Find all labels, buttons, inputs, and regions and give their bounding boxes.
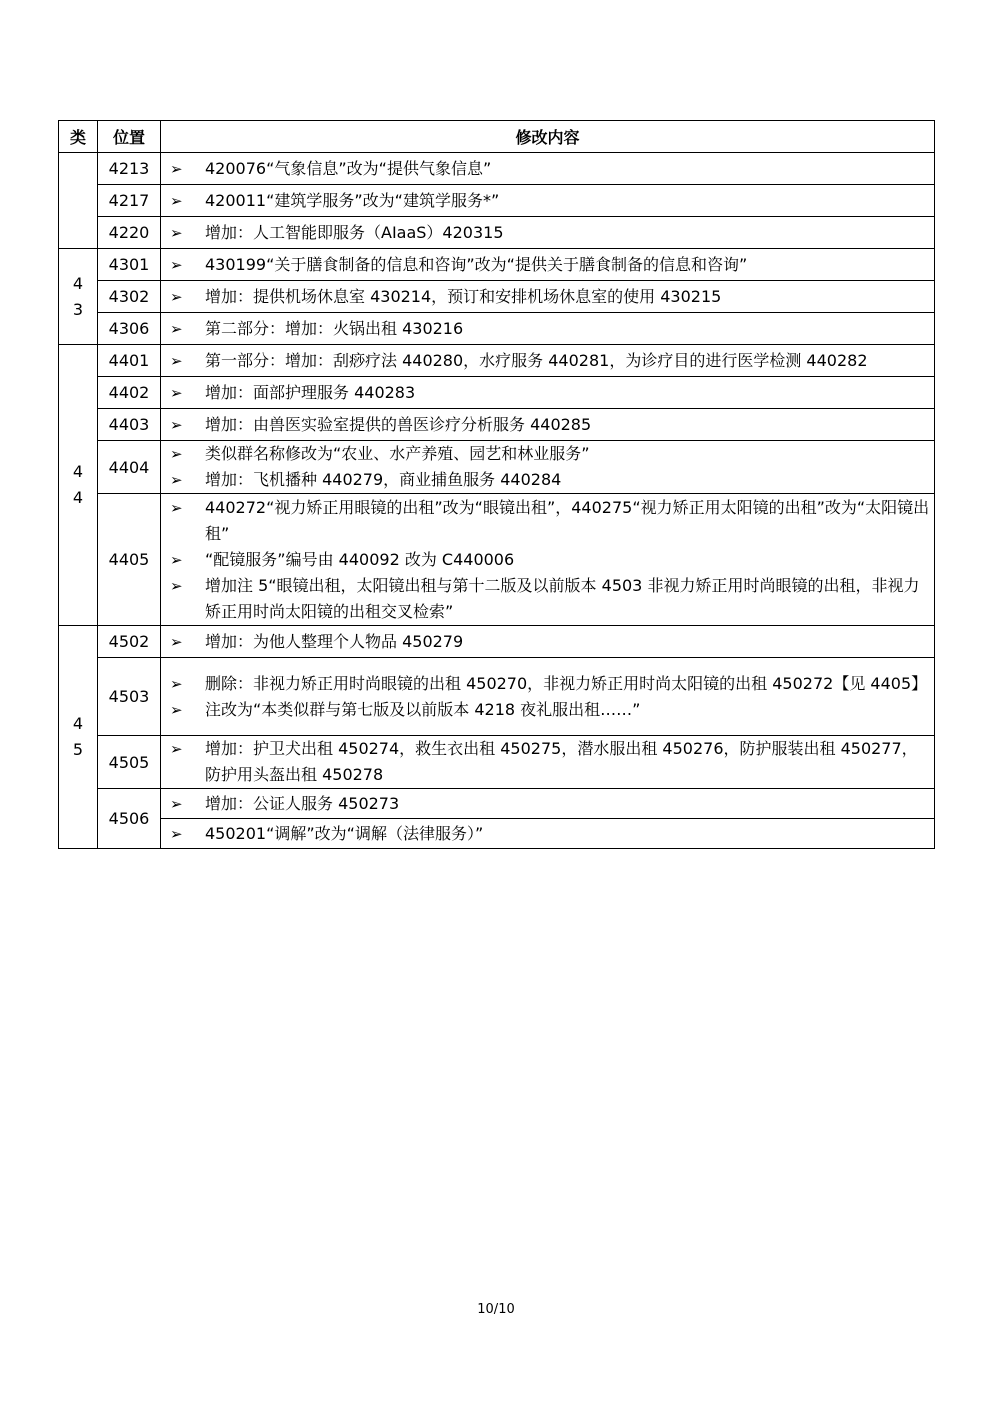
position-cell: 4502 — [98, 626, 161, 658]
modification-cell — [161, 249, 935, 281]
header-row — [59, 121, 935, 153]
table-row — [59, 441, 935, 494]
class-cell — [59, 249, 98, 345]
modification-item — [161, 736, 934, 788]
modification-text: 增加注 5“眼镜出租，太阳镜出租与第十二版及以前版本 4503 非视力矫正用时尚眼镜的出租，非视力矫正用时尚太阳镜的出租交叉检索” — [205, 575, 920, 621]
modification-cell — [161, 313, 935, 345]
class-digit: 4 — [72, 488, 84, 507]
position-cell: 4213 — [98, 153, 161, 185]
position-cell: 4503 — [98, 658, 161, 736]
position-cell: 4301 — [98, 249, 161, 281]
modification-cell — [161, 819, 935, 849]
modification-cell — [161, 217, 935, 249]
header-position: 位置 — [98, 121, 161, 153]
modification-item — [161, 380, 934, 406]
position-cell: 4401 — [98, 345, 161, 377]
modification-item — [161, 348, 934, 374]
class-digit: 4 — [72, 462, 84, 481]
modification-cell — [161, 658, 935, 736]
modification-text: 增加：为他人整理个人物品 450279 — [205, 631, 464, 651]
class-digit: 4 — [72, 714, 84, 733]
modification-text: 430199“关于膳食制备的信息和咨询”改为“提供关于膳食制备的信息和咨询” — [205, 254, 748, 274]
table-row — [59, 345, 935, 377]
modification-item — [161, 412, 934, 438]
modification-item — [161, 252, 934, 278]
modification-cell — [161, 494, 935, 626]
modification-item — [161, 495, 934, 547]
arrow-bullet-icon: ➢ — [170, 794, 183, 813]
modification-cell — [161, 281, 935, 313]
modification-text: 450201“调解”改为“调解（法律服务）” — [205, 823, 484, 843]
class-digit: 3 — [72, 299, 84, 319]
arrow-bullet-icon: ➢ — [170, 255, 183, 274]
revision-table — [58, 120, 935, 849]
arrow-bullet-icon: ➢ — [170, 415, 183, 434]
class-cell — [59, 345, 98, 626]
arrow-bullet-icon: ➢ — [170, 287, 183, 306]
page-number: 10/10 — [477, 1302, 515, 1317]
modification-cell — [161, 185, 935, 217]
arrow-bullet-icon: ➢ — [170, 191, 183, 210]
table-row — [59, 658, 935, 736]
arrow-bullet-icon: ➢ — [170, 700, 183, 719]
position-cell: 4505 — [98, 736, 161, 789]
arrow-bullet-icon: ➢ — [170, 576, 183, 595]
modification-text: 420076“气象信息”改为“提供气象信息” — [205, 158, 492, 178]
modification-text: 增加：公证人服务 450273 — [205, 793, 400, 813]
modification-text: 440272“视力矫正用眼镜的出租”改为“眼镜出租”，440275“视力矫正用太阳镜的出租”改为“太阳镜出租” — [205, 497, 930, 543]
position-cell: 4506 — [98, 789, 161, 849]
modification-item — [161, 697, 934, 723]
modification-item — [161, 188, 934, 214]
modification-text: 420011“建筑学服务”改为“建筑学服务*” — [205, 190, 500, 210]
arrow-bullet-icon: ➢ — [170, 550, 183, 569]
arrow-bullet-icon: ➢ — [170, 351, 183, 370]
modification-cell — [161, 153, 935, 185]
position-cell: 4404 — [98, 441, 161, 494]
arrow-bullet-icon: ➢ — [170, 740, 183, 758]
table-row — [59, 377, 935, 409]
arrow-bullet-icon: ➢ — [170, 319, 183, 338]
modification-item — [161, 316, 934, 342]
modification-item — [161, 220, 934, 246]
arrow-bullet-icon: ➢ — [170, 498, 183, 517]
arrow-bullet-icon: ➢ — [170, 223, 183, 242]
modification-text: 增加：飞机播种 440279，商业捕鱼服务 440284 — [205, 470, 562, 489]
modification-text: 增加：护卫犬出租 450274，救生衣出租 450275，潜水服出租 450276，防护服装出租 450277，防护用头盔出租 450278 — [205, 739, 918, 784]
modification-item — [161, 671, 934, 697]
table-row — [59, 249, 935, 281]
class-cell — [59, 153, 98, 249]
modification-cell — [161, 789, 935, 819]
position-cell: 4402 — [98, 377, 161, 409]
class-digit: 5 — [72, 740, 84, 759]
position-cell: 4403 — [98, 409, 161, 441]
position-cell: 4220 — [98, 217, 161, 249]
modification-text: 增加：提供机场休息室 430214，预订和安排机场休息室的使用 430215 — [205, 286, 722, 306]
modification-cell — [161, 345, 935, 377]
table-row — [59, 409, 935, 441]
header-modification: 修改内容 — [161, 121, 935, 153]
table-row — [59, 281, 935, 313]
table-row — [59, 736, 935, 789]
arrow-bullet-icon: ➢ — [170, 632, 183, 651]
modification-text: 类似群名称修改为“农业、水产养殖、园艺和林业服务” — [205, 444, 590, 463]
table-row — [59, 494, 935, 626]
modification-cell — [161, 626, 935, 658]
modification-item — [161, 791, 934, 817]
arrow-bullet-icon: ➢ — [170, 383, 183, 402]
modification-cell — [161, 441, 935, 494]
modification-item — [161, 156, 934, 182]
modification-text: 增加：由兽医实验室提供的兽医诊疗分析服务 440285 — [205, 414, 592, 434]
table-row — [59, 789, 935, 819]
header-class: 类 — [59, 121, 98, 153]
modification-item — [161, 467, 934, 493]
modification-text: “配镜服务”编号由 440092 改为 C440006 — [205, 549, 515, 569]
modification-item — [161, 821, 934, 847]
position-cell: 4302 — [98, 281, 161, 313]
modification-cell — [161, 409, 935, 441]
modification-item — [161, 441, 934, 467]
modification-cell — [161, 736, 935, 789]
modification-item — [161, 629, 934, 655]
table-row — [59, 626, 935, 658]
arrow-bullet-icon: ➢ — [170, 159, 183, 178]
table-row — [59, 217, 935, 249]
arrow-bullet-icon: ➢ — [170, 471, 183, 489]
modification-text: 增加：人工智能即服务（AIaaS）420315 — [205, 222, 504, 242]
modification-text: 注改为“本类似群与第七版及以前版本 4218 夜礼服出租……” — [205, 699, 641, 719]
modification-text: 删除：非视力矫正用时尚眼镜的出租 450270，非视力矫正用时尚太阳镜的出租 450272【见 4405】 — [205, 673, 928, 693]
class-cell — [59, 626, 98, 849]
arrow-bullet-icon: ➢ — [170, 674, 183, 693]
position-cell: 4306 — [98, 313, 161, 345]
modification-text: 第一部分：增加：刮痧疗法 440280，水疗服务 440281，为诊疗目的进行医学检测 440282 — [205, 350, 868, 370]
modification-text: 增加：面部护理服务 440283 — [205, 382, 416, 402]
table-row — [59, 313, 935, 345]
arrow-bullet-icon: ➢ — [170, 824, 183, 843]
class-digit: 4 — [72, 273, 84, 293]
arrow-bullet-icon: ➢ — [170, 445, 183, 463]
modification-item — [161, 573, 934, 625]
table-row — [59, 153, 935, 185]
modification-text: 第二部分：增加：火锅出租 430216 — [205, 318, 464, 338]
position-cell: 4405 — [98, 494, 161, 626]
table-row — [59, 185, 935, 217]
position-cell: 4217 — [98, 185, 161, 217]
table-row — [59, 819, 935, 849]
modification-item — [161, 547, 934, 573]
modification-item — [161, 284, 934, 310]
modification-cell — [161, 377, 935, 409]
